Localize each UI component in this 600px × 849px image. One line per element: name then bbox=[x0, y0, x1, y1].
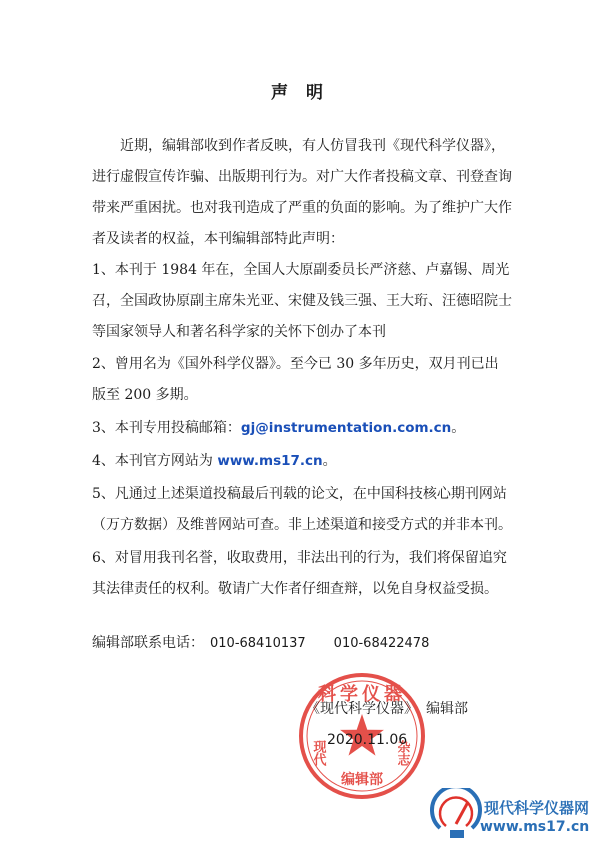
phone-number-1: 010-68410137 bbox=[210, 636, 306, 651]
seal-text-side: 现代 bbox=[310, 740, 326, 766]
watermark-url[interactable]: www.ms17.cn bbox=[480, 819, 590, 835]
clause-6: 6、对冒用我刊名誉，收取费用，非法出刊的行为，我们将保留追究其法律责任的权利。敬请广大作者仔细查辩，以免自身权益受损。 bbox=[92, 550, 507, 597]
signature-date: 2020.11.06 bbox=[327, 732, 408, 748]
clause-3 bbox=[92, 413, 512, 444]
submission-email-link[interactable]: gj@instrumentation.com.cn bbox=[240, 420, 452, 436]
seal-text-right: 杂志 bbox=[394, 740, 410, 766]
clause-1: 1、本刊于 1984 年在，全国人大原副委员长严济慈、卢嘉锡、周光召，全国政协原副主席朱光亚、宋健及钱三强、王大珩、汪德昭院士等国家领导人和著名科学家的关怀下创办了本刊 bbox=[92, 262, 512, 340]
intro-paragraph: 近期，编辑部收到作者反映，有人仿冒我刊《现代科学仪器》，进行虚假宣传诈骗、出版期刊行为。对广大作者投稿文章、刊登查询带来严重困扰。也对我刊造成了严重的负面的影响。为了维护广大作者及读者的权益，本刊编辑部特此声明： bbox=[92, 138, 512, 247]
phone-number-2: 010-68422478 bbox=[333, 636, 430, 651]
contact-line bbox=[92, 632, 435, 652]
clause-5: 5、凡通过上述渠道投稿最后刊载的论文，在中国科技核心期刊网站（万方数据）及维普网站可查。非上述渠道和接受方式的并非本刊。 bbox=[92, 486, 512, 533]
contact-label: 编辑部联系电话： bbox=[92, 635, 204, 651]
clause-3-text: 3、本刊专用投稿邮箱： bbox=[92, 420, 241, 436]
page-title: 声 明 bbox=[271, 83, 329, 103]
clause-2: 2、曾用名为《国外科学仪器》。至今已 30 多年历史，双月刊已出版至 200 多期。 bbox=[92, 356, 499, 403]
signature-line bbox=[306, 698, 468, 718]
clause-3-suffix: 。 bbox=[451, 420, 466, 436]
signature-journal: 《现代科学仪器》 bbox=[306, 701, 418, 717]
signature-dept: 编辑部 bbox=[426, 701, 468, 717]
watermark-title: 现代科学仪器网 bbox=[484, 799, 590, 817]
official-site-link[interactable]: www.ms17.cn bbox=[217, 453, 323, 469]
clause-4-text: 4、本刊官方网站为 bbox=[92, 453, 218, 469]
clause-4-suffix: 。 bbox=[322, 453, 337, 469]
clause-4 bbox=[92, 446, 512, 477]
seal-text-top: 科学仪器 bbox=[318, 684, 406, 705]
seal-text-bottom: 编辑部 bbox=[341, 772, 383, 788]
